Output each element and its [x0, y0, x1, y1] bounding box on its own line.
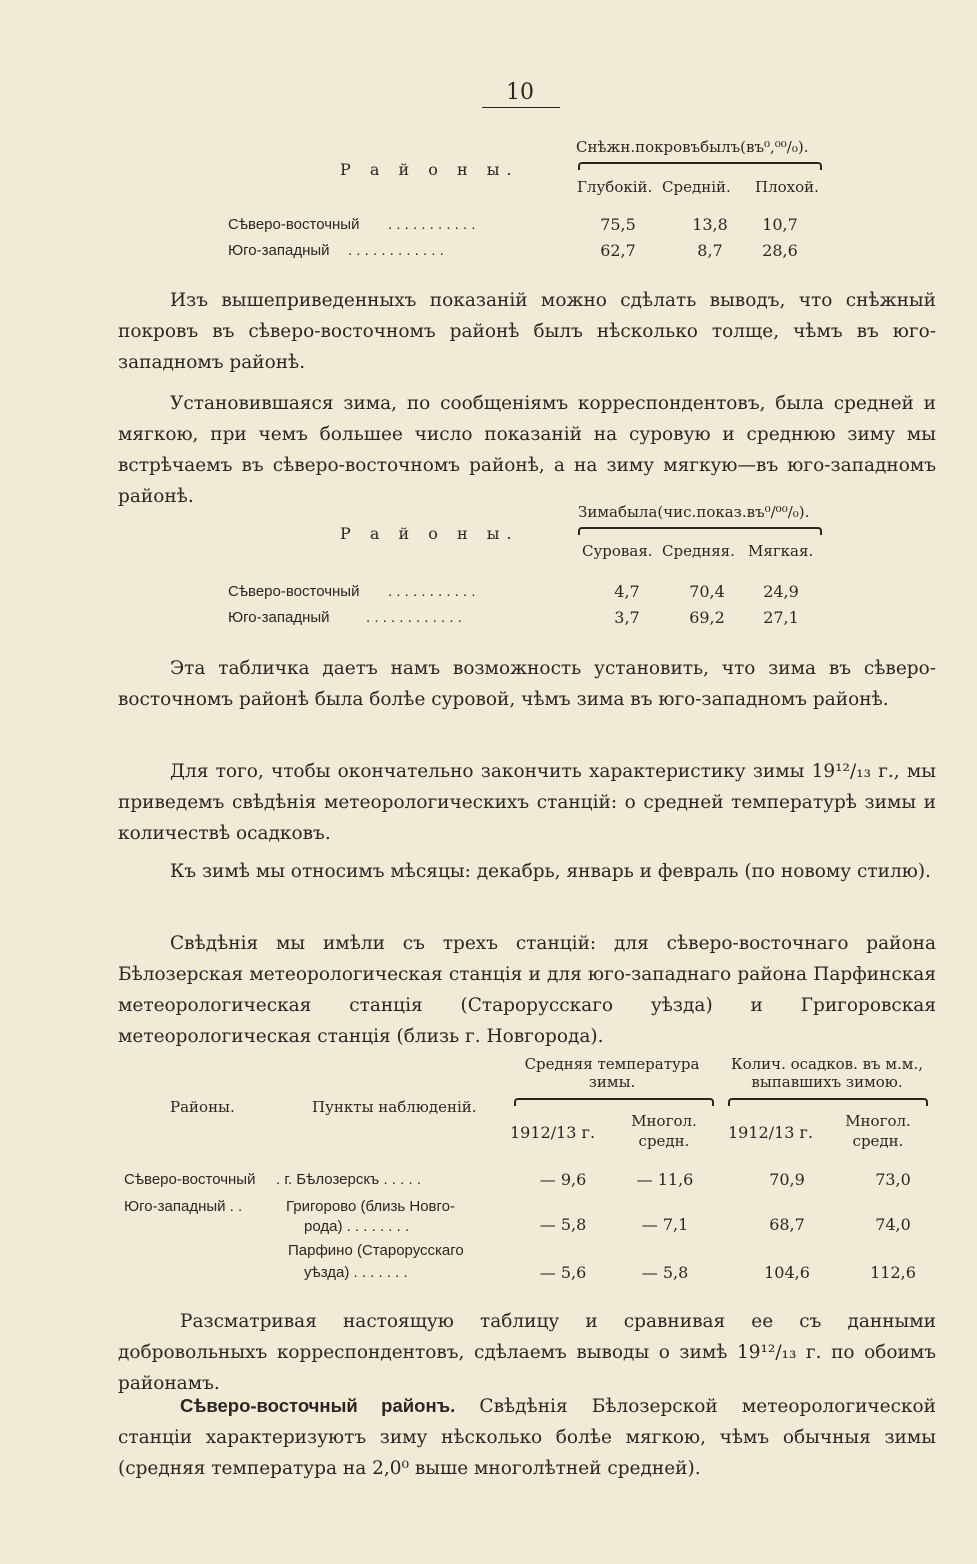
- table3-col-punkty: Пункты наблюденій.: [312, 1098, 477, 1116]
- table1-row-1-dots: . . . . . . . . . . .: [388, 216, 476, 233]
- table1-row-1-name: Сѣверо-восточный: [228, 216, 360, 233]
- table2-row-2-v1: 3,7: [614, 608, 640, 627]
- table3-temp-header-1: Средняя температура: [524, 1055, 700, 1073]
- table1-group-header: Снѣжн.покровъбылъ(въ⁰,⁰⁰/₀).: [576, 138, 809, 156]
- table3-r2-v3: 68,7: [769, 1215, 805, 1234]
- table1-row-2-v3: 28,6: [762, 241, 798, 260]
- table1-row-1-v1: 75,5: [600, 215, 636, 234]
- table1-col-3: Плохой.: [755, 178, 819, 196]
- table3-r1-v3: 70,9: [769, 1170, 805, 1189]
- table3-sub-mnogol-osad-2: средн.: [852, 1132, 904, 1150]
- table1-brace: [578, 162, 822, 170]
- table2-row-1-name: Сѣверо-восточный: [228, 583, 360, 600]
- table2-row-1-v3: 24,9: [763, 582, 799, 601]
- table3-temp-brace: [514, 1098, 714, 1106]
- paragraph-8: Сѣверо-восточный районъ. Свѣдѣнія Бѣлозерской метеорологической станціи характеризуютъ зиму нѣсколько болѣе мягкою, чѣмъ обычныя зимы (средняя температура на 2,0⁰ выше многолѣтней средней).: [118, 1395, 936, 1479]
- paragraph-5: Къ зимѣ мы относимъ мѣсяцы: декабрь, январь и февраль (по новому стилю).: [170, 861, 931, 882]
- table2-group-header: Зимабыла(чис.показ.въ⁰/⁰⁰/₀).: [578, 503, 810, 521]
- table3-r3-v2: — 5,8: [641, 1263, 689, 1282]
- table2-rayony-label: Р а й о н ы.: [340, 524, 519, 543]
- table3-sub-year-osad: 1912/13 г.: [728, 1123, 814, 1142]
- table1-rayony-label: Р а й о н ы.: [340, 160, 519, 179]
- paragraph-6: Свѣдѣнія мы имѣли съ трехъ станцій: для сѣверо-восточнаго района Бѣлозерская метеорологическая станція и для юго-западнаго района Парфинская метеорологическая станція (Старорусскаго уѣзда) и Григоровская метеорологическая станція (близь г. Новгорода).: [118, 933, 936, 1047]
- table2-row-1-v1: 4,7: [614, 582, 640, 601]
- paragraph-8-heading: Сѣверо-восточный районъ.: [180, 1395, 456, 1416]
- page-number: 10: [506, 80, 534, 105]
- table2-brace: [578, 527, 822, 535]
- table3-osad-header-1: Колич. осадков. въ м.м.,: [730, 1055, 923, 1073]
- table3-r1-v1: — 9,6: [539, 1170, 587, 1189]
- table2-row-1-dots: . . . . . . . . . . .: [388, 583, 476, 600]
- table3-sub-mnogol-osad-1: Многол.: [845, 1112, 911, 1130]
- table1-col-2: Средній.: [662, 178, 731, 196]
- table3-r2-v1: — 5,8: [539, 1215, 587, 1234]
- table2-col-3: Мягкая.: [748, 542, 814, 560]
- table3-r1-v2: — 11,6: [636, 1170, 694, 1189]
- paragraph-7: Разсматривая настоящую таблицу и сравнивая ее съ данными добровольныхъ корреспондентовъ, сдѣлаемъ выводы о зимѣ 19¹²/₁₃ г. по обоимъ районамъ.: [118, 1311, 936, 1394]
- table1-col-1: Глубокій.: [577, 178, 653, 196]
- table3-r3-v1: — 5,6: [539, 1263, 587, 1282]
- table3-r2-v2: — 7,1: [641, 1215, 689, 1234]
- table3-sub-mnogol-temp-1: Многол.: [631, 1112, 697, 1130]
- table3-osad-brace: [728, 1098, 928, 1106]
- table2-col-1: Суровая.: [582, 542, 653, 560]
- table1-row-2-v2: 8,7: [697, 241, 723, 260]
- table1-row-2-dots: . . . . . . . . . . . .: [348, 242, 444, 259]
- page-number-rule: [482, 107, 560, 108]
- paragraph-2: Установившаяся зима, по сообщеніямъ корреспондентовъ, была средней и мягкою, при чемъ большее число показаній на суровую и среднюю зиму мы встрѣчаемъ въ сѣверо-восточномъ районѣ, а на зиму мягкую—въ юго-западномъ районѣ.: [118, 393, 936, 507]
- table3-r3-v3: 104,6: [764, 1263, 810, 1282]
- table1-row-1-v3: 10,7: [762, 215, 798, 234]
- table3-r2-rayon: Юго-западный . .: [124, 1198, 243, 1215]
- paragraph-4: Для того, чтобы окончательно закончить характеристику зимы 19¹²/₁₃ г., мы приведемъ свѣдѣнія метеорологическихъ станцій: о средней температурѣ зимы и количествѣ осадковъ.: [118, 761, 936, 844]
- table2-col-2: Средняя.: [662, 542, 735, 560]
- paragraph-3: Эта табличка даетъ намъ возможность установить, что зима въ сѣверо-восточномъ районѣ была болѣе суровой, чѣмъ зима въ юго-западномъ районѣ.: [118, 658, 936, 710]
- paragraph-1: Изъ вышеприведенныхъ показаній можно сдѣлать выводъ, что снѣжный покровъ въ сѣверо-восточномъ районѣ былъ нѣсколько толще, чѣмъ въ юго-западномъ районѣ.: [118, 290, 936, 373]
- table3-col-rayony: Районы.: [170, 1098, 235, 1116]
- table3-sub-mnogol-temp-2: средн.: [638, 1132, 690, 1150]
- table3-r3-v4: 112,6: [870, 1263, 916, 1282]
- table2-row-2-dots: . . . . . . . . . . . .: [366, 609, 462, 626]
- table3-r2-v4: 74,0: [875, 1215, 911, 1234]
- table3-r1-punkt: . г. Бѣлозерскъ . . . . .: [276, 1171, 421, 1188]
- table3-r2-punkt-1: Григорово (близь Новго-: [286, 1198, 456, 1215]
- table1-row-2-v1: 62,7: [600, 241, 636, 260]
- table1-row-2-name: Юго-западный: [228, 242, 330, 259]
- table2-row-2-v2: 69,2: [689, 608, 725, 627]
- table2-row-2-v3: 27,1: [763, 608, 799, 627]
- table2-row-1-v2: 70,4: [689, 582, 725, 601]
- table3-sub-year-temp: 1912/13 г.: [510, 1123, 596, 1142]
- table3-r1-v4: 73,0: [875, 1170, 911, 1189]
- table2-row-2-name: Юго-западный: [228, 609, 330, 626]
- table3-r2-punkt-2: рода) . . . . . . . .: [304, 1218, 410, 1235]
- table3-r3-punkt-2: уѣзда) . . . . . . .: [304, 1264, 408, 1281]
- table1-row-1-v2: 13,8: [692, 215, 728, 234]
- table3-r3-punkt-1: Парфино (Старорусскаго: [288, 1242, 464, 1259]
- table3-osad-header-2: выпавшихъ зимою.: [751, 1073, 903, 1091]
- table3-r1-rayon: Сѣверо-восточный: [124, 1171, 256, 1188]
- table3-temp-header-2: зимы.: [588, 1073, 636, 1091]
